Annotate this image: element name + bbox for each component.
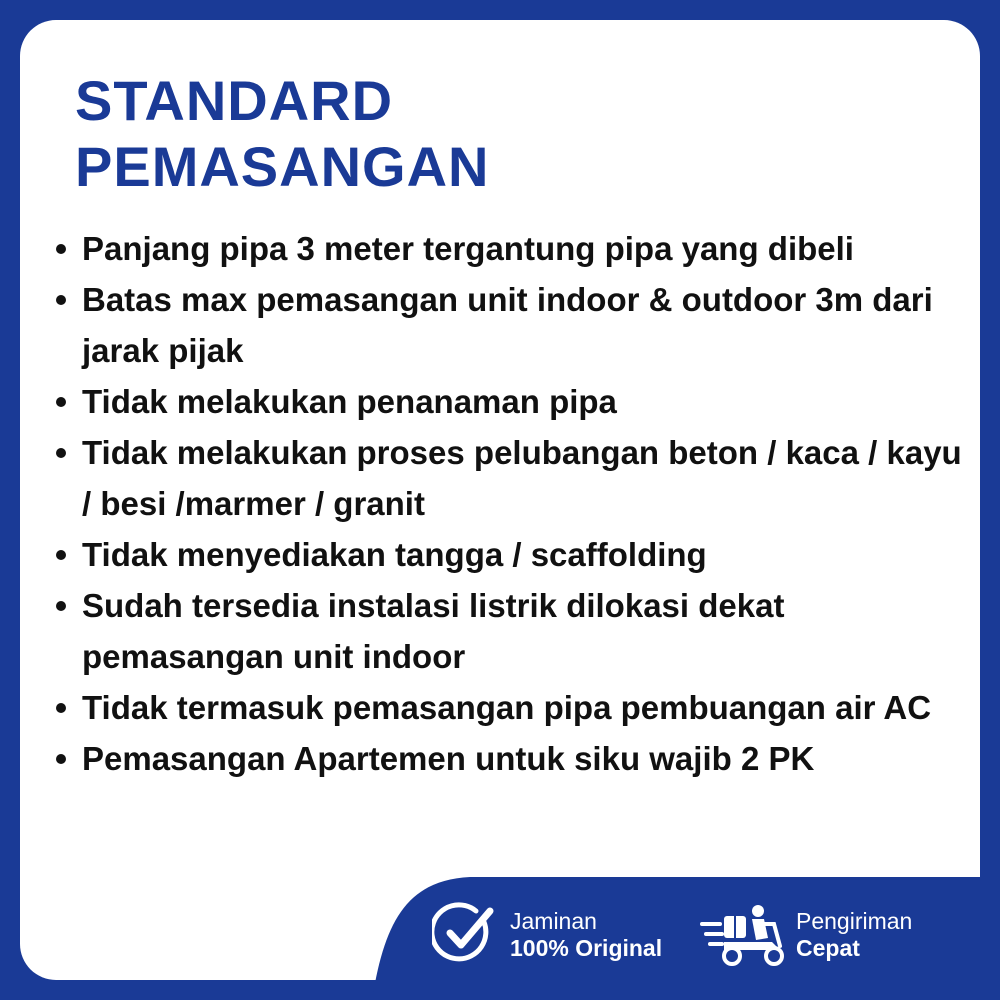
badge-original	[432, 902, 662, 968]
delivery-scooter-icon	[700, 904, 788, 966]
badge-delivery-line2: Cepat	[796, 935, 860, 961]
list-item: Tidak melakukan proses pelubangan beton / kaca / kayu / besi /marmer / granit	[54, 427, 974, 529]
list-item: Tidak melakukan penanaman pipa	[54, 376, 974, 427]
list-item: Panjang pipa 3 meter tergantung pipa yang dibeli	[54, 223, 974, 274]
badge-delivery	[700, 904, 912, 966]
list-item: Batas max pemasangan unit indoor & outdoor 3m dari jarak pijak	[54, 274, 974, 376]
list-item: Pemasangan Apartemen untuk siku wajib 2 PK	[54, 733, 974, 784]
badge-original-line2: 100% Original	[510, 935, 663, 961]
badge-delivery-line1: Pengiriman	[796, 908, 913, 934]
list-item: Tidak termasuk pemasangan pipa pembuangan air AC	[54, 682, 974, 733]
check-circle-icon	[432, 902, 498, 968]
badge-original-line1: Jaminan	[510, 908, 597, 934]
list-item: Tidak menyediakan tangga / scaffolding	[54, 529, 974, 580]
title-line-2: PEMASANGAN	[75, 135, 490, 198]
title-line-1: STANDARD	[75, 69, 394, 132]
list-item: Sudah tersedia instalasi listrik dilokasi dekat pemasangan unit indoor	[54, 580, 974, 682]
